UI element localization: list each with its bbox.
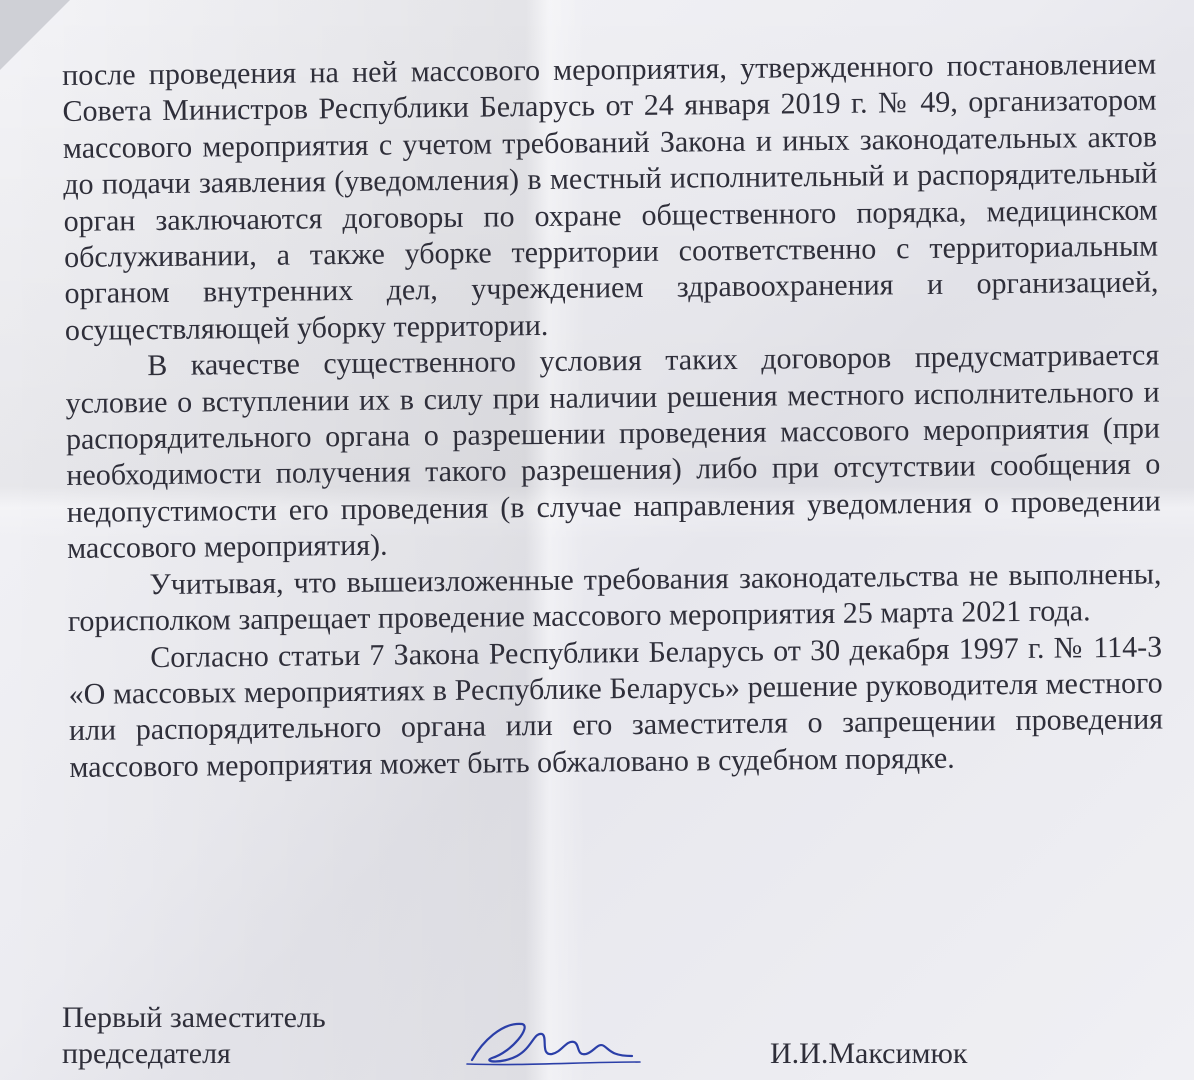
letter-body	[62, 47, 1164, 787]
signer-name: И.И.Максимюк	[770, 1037, 968, 1070]
paragraph-2: В качестве существенного условия таких договоров предусматривается условие о вступлении их в силу при наличии решения местного исполнительного и распорядительного органа о разрешении проведения массового мероприятия (при необходимости получения такого разрешения) либо при отсутствии сообщения о недопустимости его проведения (в случае направления уведомления о проведении массового мероприятия).	[65, 338, 1161, 566]
folded-corner	[0, 0, 70, 70]
signer-title-line-2: председателя	[62, 1037, 231, 1070]
signer-title-line-1: Первый заместитель	[62, 1001, 326, 1034]
signer-title	[62, 1000, 326, 1072]
handwritten-signature	[462, 1012, 642, 1072]
paragraph-3: Учитывая, что вышеизложенные требования законодательства не выполнены, горисполком запрещает проведение массового мероприятия 25 марта 2021 года.	[67, 557, 1162, 639]
signature-block	[62, 1000, 1156, 1080]
paragraph-4: Согласно статьи 7 Закона Республики Беларусь от 30 декабря 1997 г. № 114-З «О массовых мероприятиях в Республике Беларусь» решение руководителя местного или распорядительного органа или его заместителя о запрещении проведения массового мероприятия может быть обжаловано в судебном порядке.	[68, 630, 1164, 784]
paragraph-1: после проведения на ней массового мероприятия, утвержденного постановлением Совета Министров Республики Беларусь от 24 января 2019 г. № 49, организатором массового мероприятия с учетом требований Закона и иных законодательных актов до подачи заявления (уведомления) в местный исполнительный и распорядительный орган заключаются договоры по охране общественного порядка, медицинском обслуживании, а также уборке территории соответственно с территориальным органом внутренних дел, учреждением здравоохранения и организацией, осуществляющей уборку территории.	[62, 47, 1159, 347]
